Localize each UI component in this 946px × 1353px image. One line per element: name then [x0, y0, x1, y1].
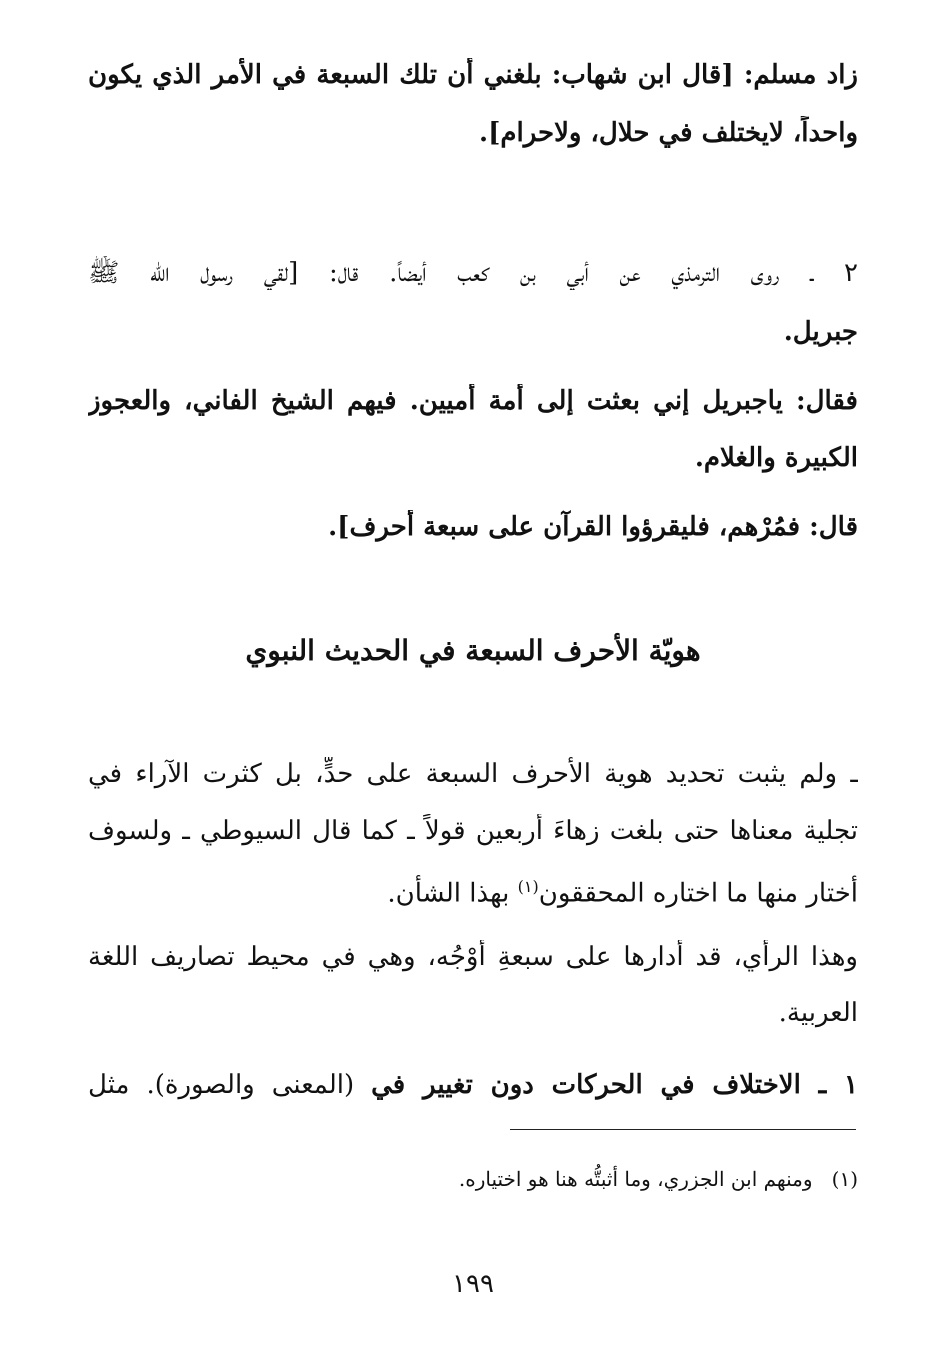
- paragraph-4-line-1: قال: فمُرْهم، فليقرؤوا القرآن على سبعة أَحرف].: [328, 512, 858, 542]
- paragraph-1-line-2: واحداً، لايختلف في حلال، ولاحرام].: [479, 118, 858, 148]
- footnote-marker: (١): [831, 1167, 858, 1191]
- paragraph-1-line-1: زاد مسلم: [قال ابن شهاب: بلغني أن تلك السبعة في الأمر الذي يكون: [88, 60, 858, 90]
- page-number: ١٩٩: [452, 1269, 494, 1299]
- paragraph-7-rest-text: (المعنى والصورة). مثل: [88, 1070, 372, 1100]
- paragraph-7-bold-text: ١ ـ الاختلاف في الحركات دون تغيير في: [371, 1070, 858, 1100]
- paragraph-5-line-3-end: بهذا الشأن.: [387, 878, 518, 909]
- paragraph-7-line-1: [88, 1068, 858, 1102]
- paragraph-5-line-1: ـ ولم يثبت تحديد هوية الأحرف السبعة على حدٍّ، بل كثرت الآراء في: [88, 759, 858, 789]
- footnote-reference: (١): [517, 877, 539, 896]
- paragraph-2-line-1: ٢ ـ روى الترمذي عن أبي بن كعب أيضاً. قال: [لقي رسول الله ﷺ: [88, 258, 858, 288]
- paragraph-5-line-3: [88, 870, 858, 911]
- paragraph-2-line-2: جبريل.: [783, 317, 858, 347]
- paragraph-6-line-2: العربية.: [778, 998, 858, 1028]
- paragraph-5-line-2: تجلية معناها حتى بلغت زهاءَ أربعين قولاً ـ كما قال السيوطي ـ ولسوف: [88, 816, 858, 846]
- paragraph-3-line-1: فقال: ياجبريل إني بعثت إلى أمة أميين. فيهم الشيخ الفاني، والعجوز: [88, 386, 858, 416]
- footnote-divider: [510, 1129, 856, 1130]
- footnote: [88, 1165, 858, 1193]
- paragraph-6-line-1: وهذا الرأي، قد أدارها على سبعةِ أَوْجُه، وهي في محيط تصاريف اللغة: [88, 942, 858, 972]
- section-heading: هويّة الأحرف السبعة في الحديث النبوي: [245, 634, 701, 667]
- footnote-text: ومنهم ابن الجزري، وما أثبتُّه هنا هو اختياره.: [458, 1167, 813, 1191]
- paragraph-3-line-2: الكبيرة والغلام.: [694, 443, 858, 473]
- paragraph-5-line-3-text: أختار منها ما اختاره المحققون: [538, 878, 858, 909]
